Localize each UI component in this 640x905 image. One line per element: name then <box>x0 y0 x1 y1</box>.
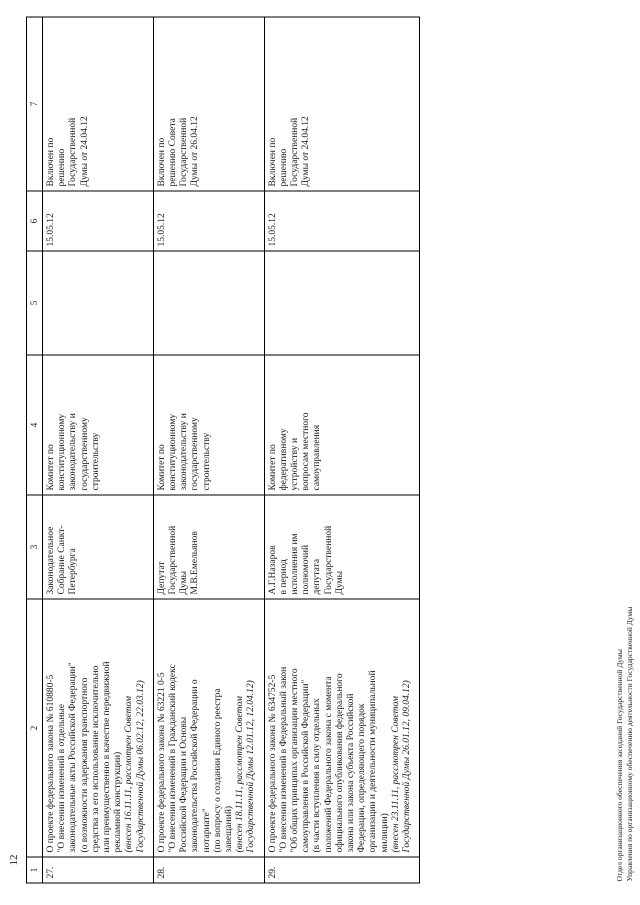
subject-reference: (внесен 18.11.11, рассмотрен Советом Государственной Думы 12.01.12, 12.04.12) <box>235 679 257 852</box>
column-number-1: 1 <box>27 857 43 883</box>
column-number-3: 3 <box>27 495 43 599</box>
subject-text: О проекте федерального закона № 610880-5 "О внесении изменений в отдельные законодательные акты Российской Федерации" (о возможности задержания транспортного средства за его использование исключительно или преимущественно в качестве передвижной рекламной конструкции) <box>46 660 124 852</box>
column-number-row <box>27 17 43 883</box>
row-initiator: Депутат Государственной Думы М.В.Емельянов <box>153 495 264 599</box>
agenda-table <box>26 16 420 883</box>
row-col5 <box>264 251 420 355</box>
row-date: 15.05.12 <box>153 191 264 251</box>
row-col5 <box>153 251 264 355</box>
subject-text: О проекте федерального закона № 634752-5 "О внесении изменений в Федеральный закон "Об общих принципах организации местного самоуправления в Российской Федерации" (в части вступления в силу отдельных положений Федерального закона с момента официального опубликования федерального закона или закона субъекта Российской Федерации, определяющего порядок организации и деятельности муниципальной милиции) <box>267 666 390 852</box>
row-subject <box>264 599 420 857</box>
page-number: 12 <box>8 854 20 865</box>
footer-line-1: Отдел организационного обеспечения заседаний Государственной Думы <box>615 648 625 881</box>
column-number-7: 7 <box>27 17 43 191</box>
row-initiator: Законодательное Собрание Санкт- Петербурга <box>43 495 154 599</box>
table-row <box>264 17 420 883</box>
subject-reference: (внесен 23.11.11, рассмотрен Советом Государственной Думы 26.01.12, 09.04.12) <box>390 679 413 852</box>
subject-reference: (внесен 16.11.11, рассмотрен Советом Государственной Думы 06.02.12, 22.03.12) <box>124 679 146 852</box>
table-row <box>43 17 154 883</box>
row-col5 <box>43 251 154 355</box>
table-row <box>153 17 264 883</box>
row-committee: Комитет по конституционному законодательству и государственному строительству <box>153 355 264 495</box>
row-date: 15.05.12 <box>264 191 420 251</box>
column-number-4: 4 <box>27 355 43 495</box>
row-note: Включен по решению Государственной Думы от 24.04.12 <box>43 17 154 191</box>
row-committee: Комитет по конституционному законодательству и государственному строительству <box>43 355 154 495</box>
row-note: Включен по решению Государственной Думы от 24.04.12 <box>264 17 420 191</box>
column-number-2: 2 <box>27 599 43 857</box>
row-subject <box>43 599 154 857</box>
row-number: 28. <box>153 857 264 883</box>
row-number: 29. <box>264 857 420 883</box>
row-subject <box>153 599 264 857</box>
column-number-6: 6 <box>27 191 43 251</box>
row-initiator: А.Г.Назаров в период исполнения им полномочий депутата Государственной Думы <box>264 495 420 599</box>
row-committee: Комитет по федеративному устройству и вопросам местного самоуправления <box>264 355 420 495</box>
row-number: 27. <box>43 857 154 883</box>
footer-line-2: Управления по организационному обеспечению деятельности Государственной Думы <box>624 606 634 881</box>
subject-text: О проекте федерального закона № 63221 0-5 "О внесении изменений в Гражданский кодекс Российской Федерации и Основы законодательства Российской Федерации о нотариате" (по вопросу о создании Единого реестра завещаний) <box>156 663 235 852</box>
column-number-5: 5 <box>27 251 43 355</box>
page-footer <box>615 606 634 881</box>
row-date: 15.05.12 <box>43 191 154 251</box>
row-note: Включен по решению Совета Государственной Думы от 26.04.12 <box>153 17 264 191</box>
